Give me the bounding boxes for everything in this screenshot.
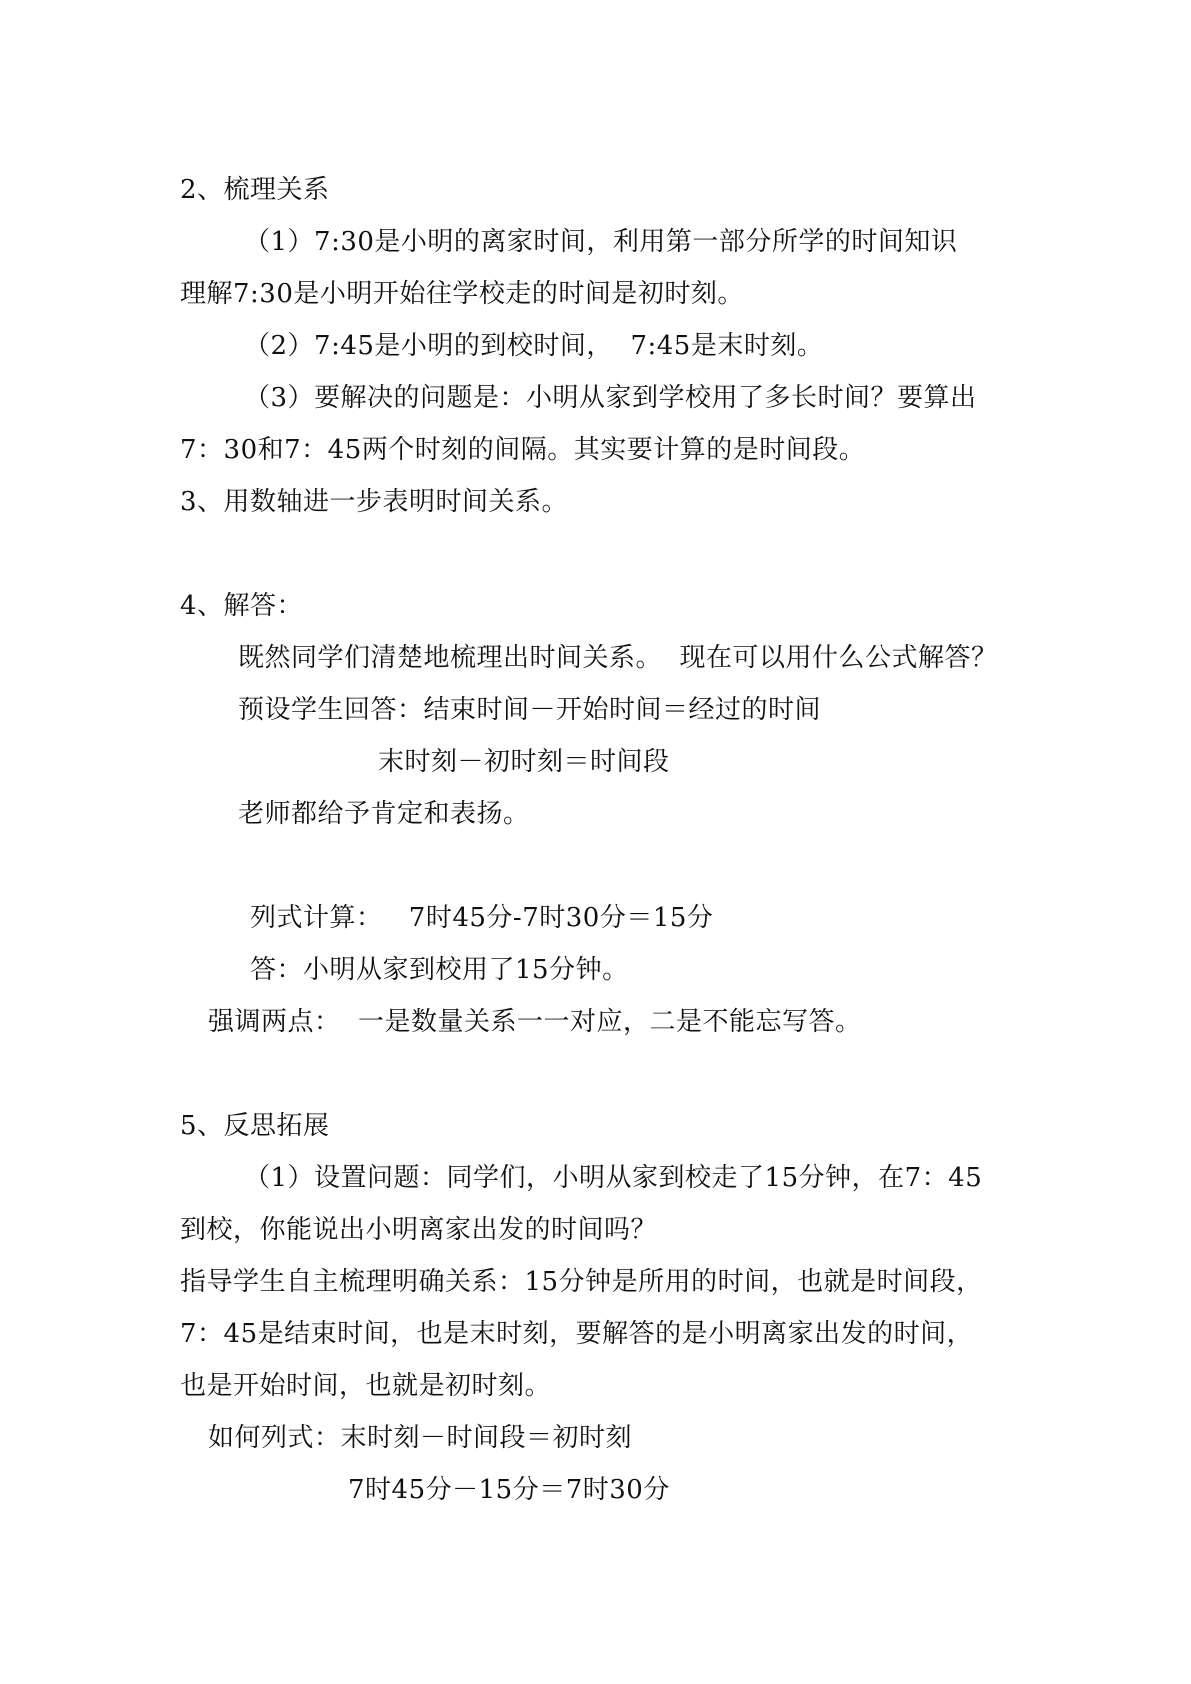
paragraph-line: 如何列式：末时刻－时间段＝初时刻 [208, 1423, 633, 1453]
paragraph-line: 既然同学们清楚地梳理出时间关系。 现在可以用什么公式解答？ [238, 643, 998, 673]
section-3-heading: 3、用数轴进一步表明时间关系。 [180, 487, 569, 517]
paragraph-line: （1）7:30是小明的离家时间，利用第一部分所学的时间知识 [244, 227, 958, 257]
section-4-heading: 4、解答： [180, 591, 304, 621]
formula-line: 7时45分－15分＝7时30分 [348, 1475, 670, 1505]
paragraph-line: 理解7:30是小明开始往学校走的时间是初时刻。 [180, 279, 744, 309]
formula-line: 末时刻－初时刻＝时间段 [378, 747, 670, 777]
paragraph-line: 7：45是结束时间，也是末时刻，要解答的是小明离家出发的时间， [180, 1319, 974, 1349]
paragraph-line: （3）要解决的问题是：小明从家到学校用了多长时间？要算出 [244, 383, 977, 413]
calculation-line: 列式计算： 7时45分-7时30分＝15分 [250, 903, 714, 933]
section-2-heading: 2、梳理关系 [180, 175, 330, 205]
paragraph-line: 到校，你能说出小明离家出发的时间吗？ [180, 1215, 658, 1245]
paragraph-line: 老师都给予肯定和表扬。 [238, 799, 530, 829]
paragraph-line: （1）设置问题：同学们，小明从家到校走了15分钟，在7：45 [244, 1163, 983, 1193]
paragraph-line: 预设学生回答：结束时间－开始时间＝经过的时间 [238, 695, 822, 725]
emphasis-line: 强调两点： 一是数量关系一一对应，二是不能忘写答。 [208, 1007, 862, 1037]
paragraph-line: 指导学生自主梳理明确关系：15分钟是所用的时间，也就是时间段， [180, 1267, 983, 1297]
paragraph-line: 也是开始时间，也就是初时刻。 [180, 1371, 552, 1401]
paragraph-line: （2）7:45是小明的到校时间， 7:45是末时刻。 [244, 331, 824, 361]
section-5-heading: 5、反思拓展 [180, 1111, 330, 1141]
answer-line: 答：小明从家到校用了15分钟。 [250, 955, 629, 985]
paragraph-line: 7：30和7：45两个时刻的间隔。其实要计算的是时间段。 [180, 435, 866, 465]
